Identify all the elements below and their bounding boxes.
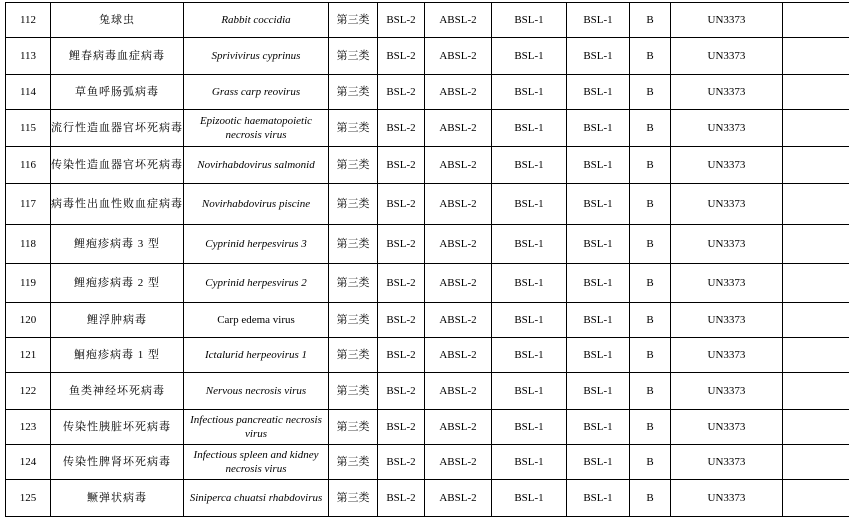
inactivated-material-lab-level-cell: BSL-1 (567, 445, 630, 480)
remark-cell (783, 303, 849, 338)
animal-infection-lab-level-cell: ABSL-2 (425, 373, 492, 410)
chinese-name-cell: 鲤疱疹病毒 3 型 (51, 225, 184, 264)
table-row (6, 225, 849, 264)
hazard-class-cell: 第三类 (329, 38, 378, 75)
row-number-cell: 113 (6, 38, 51, 75)
chinese-name-cell: 传染性造血器官坏死病毒 (51, 147, 184, 184)
culture-lab-level-cell: BSL-2 (378, 110, 425, 147)
hazard-class-cell: 第三类 (329, 110, 378, 147)
row-number-cell: 123 (6, 410, 51, 445)
row-number-cell: 120 (6, 303, 51, 338)
table-row (6, 147, 849, 184)
chinese-name-cell: 兔球虫 (51, 3, 184, 38)
table-row (6, 38, 849, 75)
hazard-class-cell: 第三类 (329, 410, 378, 445)
transport-packaging-class-cell: B (630, 110, 671, 147)
latin-name-cell: Infectious spleen and kidney necrosis virus (184, 445, 329, 480)
animal-infection-lab-level-cell: ABSL-2 (425, 3, 492, 38)
animal-infection-lab-level-cell: ABSL-2 (425, 410, 492, 445)
hazard-class-cell: 第三类 (329, 147, 378, 184)
animal-infection-lab-level-cell: ABSL-2 (425, 445, 492, 480)
inactivated-material-lab-level-cell: BSL-1 (567, 225, 630, 264)
table-row (6, 75, 849, 110)
chinese-name-cell: 鲤疱疹病毒 2 型 (51, 264, 184, 303)
culture-lab-level-cell: BSL-2 (378, 75, 425, 110)
uncultured-material-lab-level-cell: BSL-1 (492, 225, 567, 264)
row-number-cell: 122 (6, 373, 51, 410)
row-number-cell: 116 (6, 147, 51, 184)
latin-name-cell: Siniperca chuatsi rhabdovirus (184, 480, 329, 517)
animal-infection-lab-level-cell: ABSL-2 (425, 75, 492, 110)
un-number-cell: UN3373 (671, 110, 783, 147)
latin-name-cell: Grass carp reovirus (184, 75, 329, 110)
table-row (6, 110, 849, 147)
chinese-name-cell: 传染性脾肾坏死病毒 (51, 445, 184, 480)
culture-lab-level-cell: BSL-2 (378, 480, 425, 517)
uncultured-material-lab-level-cell: BSL-1 (492, 147, 567, 184)
un-number-cell: UN3373 (671, 3, 783, 38)
un-number-cell: UN3373 (671, 75, 783, 110)
uncultured-material-lab-level-cell: BSL-1 (492, 38, 567, 75)
hazard-class-cell: 第三类 (329, 373, 378, 410)
inactivated-material-lab-level-cell: BSL-1 (567, 373, 630, 410)
inactivated-material-lab-level-cell: BSL-1 (567, 3, 630, 38)
animal-infection-lab-level-cell: ABSL-2 (425, 264, 492, 303)
table-row (6, 445, 849, 480)
remark-cell (783, 184, 849, 225)
inactivated-material-lab-level-cell: BSL-1 (567, 184, 630, 225)
table-row (6, 410, 849, 445)
hazard-class-cell: 第三类 (329, 303, 378, 338)
culture-lab-level-cell: BSL-2 (378, 373, 425, 410)
hazard-class-cell: 第三类 (329, 225, 378, 264)
transport-packaging-class-cell: B (630, 480, 671, 517)
latin-name-cell: Rabbit coccidia (184, 3, 329, 38)
row-number-cell: 112 (6, 3, 51, 38)
remark-cell (783, 445, 849, 480)
inactivated-material-lab-level-cell: BSL-1 (567, 75, 630, 110)
latin-name-cell: Cyprinid herpesvirus 3 (184, 225, 329, 264)
latin-name-cell: Ictalurid herpeovirus 1 (184, 338, 329, 373)
transport-packaging-class-cell: B (630, 75, 671, 110)
uncultured-material-lab-level-cell: BSL-1 (492, 445, 567, 480)
chinese-name-cell: 病毒性出血性败血症病毒 (51, 184, 184, 225)
latin-name-cell: Epizootic haematopoietic necrosis virus (184, 110, 329, 147)
row-number-cell: 125 (6, 480, 51, 517)
row-number-cell: 121 (6, 338, 51, 373)
transport-packaging-class-cell: B (630, 338, 671, 373)
row-number-cell: 114 (6, 75, 51, 110)
chinese-name-cell: 鳜弹状病毒 (51, 480, 184, 517)
un-number-cell: UN3373 (671, 445, 783, 480)
table-row (6, 480, 849, 517)
table-row (6, 338, 849, 373)
table-row (6, 184, 849, 225)
chinese-name-cell: 鮰疱疹病毒 1 型 (51, 338, 184, 373)
culture-lab-level-cell: BSL-2 (378, 147, 425, 184)
remark-cell (783, 225, 849, 264)
remark-cell (783, 410, 849, 445)
remark-cell (783, 75, 849, 110)
culture-lab-level-cell: BSL-2 (378, 303, 425, 338)
pathogen-table (5, 2, 849, 517)
inactivated-material-lab-level-cell: BSL-1 (567, 338, 630, 373)
latin-name-cell: Nervous necrosis virus (184, 373, 329, 410)
animal-infection-lab-level-cell: ABSL-2 (425, 110, 492, 147)
uncultured-material-lab-level-cell: BSL-1 (492, 338, 567, 373)
un-number-cell: UN3373 (671, 373, 783, 410)
table-row (6, 264, 849, 303)
table-row (6, 3, 849, 38)
transport-packaging-class-cell: B (630, 147, 671, 184)
animal-infection-lab-level-cell: ABSL-2 (425, 338, 492, 373)
hazard-class-cell: 第三类 (329, 480, 378, 517)
uncultured-material-lab-level-cell: BSL-1 (492, 480, 567, 517)
transport-packaging-class-cell: B (630, 3, 671, 38)
latin-name-cell: Novirhabdovirus piscine (184, 184, 329, 225)
animal-infection-lab-level-cell: ABSL-2 (425, 38, 492, 75)
animal-infection-lab-level-cell: ABSL-2 (425, 225, 492, 264)
row-number-cell: 124 (6, 445, 51, 480)
transport-packaging-class-cell: B (630, 445, 671, 480)
culture-lab-level-cell: BSL-2 (378, 410, 425, 445)
uncultured-material-lab-level-cell: BSL-1 (492, 184, 567, 225)
latin-name-cell: Cyprinid herpesvirus 2 (184, 264, 329, 303)
un-number-cell: UN3373 (671, 480, 783, 517)
hazard-class-cell: 第三类 (329, 338, 378, 373)
remark-cell (783, 3, 849, 38)
uncultured-material-lab-level-cell: BSL-1 (492, 264, 567, 303)
chinese-name-cell: 鲤浮肿病毒 (51, 303, 184, 338)
culture-lab-level-cell: BSL-2 (378, 225, 425, 264)
latin-name-cell: Sprivivirus cyprinus (184, 38, 329, 75)
culture-lab-level-cell: BSL-2 (378, 445, 425, 480)
remark-cell (783, 480, 849, 517)
transport-packaging-class-cell: B (630, 38, 671, 75)
latin-name-cell: Novirhabdovirus salmonid (184, 147, 329, 184)
uncultured-material-lab-level-cell: BSL-1 (492, 373, 567, 410)
hazard-class-cell: 第三类 (329, 3, 378, 38)
inactivated-material-lab-level-cell: BSL-1 (567, 38, 630, 75)
culture-lab-level-cell: BSL-2 (378, 264, 425, 303)
row-number-cell: 119 (6, 264, 51, 303)
uncultured-material-lab-level-cell: BSL-1 (492, 75, 567, 110)
transport-packaging-class-cell: B (630, 264, 671, 303)
animal-infection-lab-level-cell: ABSL-2 (425, 480, 492, 517)
un-number-cell: UN3373 (671, 410, 783, 445)
hazard-class-cell: 第三类 (329, 264, 378, 303)
row-number-cell: 117 (6, 184, 51, 225)
culture-lab-level-cell: BSL-2 (378, 184, 425, 225)
uncultured-material-lab-level-cell: BSL-1 (492, 110, 567, 147)
chinese-name-cell: 流行性造血器官坏死病毒 (51, 110, 184, 147)
remark-cell (783, 373, 849, 410)
table-row (6, 373, 849, 410)
un-number-cell: UN3373 (671, 338, 783, 373)
inactivated-material-lab-level-cell: BSL-1 (567, 303, 630, 338)
un-number-cell: UN3373 (671, 147, 783, 184)
latin-name-cell: Carp edema virus (184, 303, 329, 338)
un-number-cell: UN3373 (671, 38, 783, 75)
uncultured-material-lab-level-cell: BSL-1 (492, 3, 567, 38)
transport-packaging-class-cell: B (630, 410, 671, 445)
transport-packaging-class-cell: B (630, 184, 671, 225)
animal-infection-lab-level-cell: ABSL-2 (425, 303, 492, 338)
remark-cell (783, 110, 849, 147)
inactivated-material-lab-level-cell: BSL-1 (567, 480, 630, 517)
uncultured-material-lab-level-cell: BSL-1 (492, 410, 567, 445)
remark-cell (783, 264, 849, 303)
un-number-cell: UN3373 (671, 303, 783, 338)
inactivated-material-lab-level-cell: BSL-1 (567, 147, 630, 184)
hazard-class-cell: 第三类 (329, 75, 378, 110)
un-number-cell: UN3373 (671, 225, 783, 264)
animal-infection-lab-level-cell: ABSL-2 (425, 184, 492, 225)
hazard-class-cell: 第三类 (329, 445, 378, 480)
inactivated-material-lab-level-cell: BSL-1 (567, 410, 630, 445)
transport-packaging-class-cell: B (630, 303, 671, 338)
row-number-cell: 115 (6, 110, 51, 147)
table-body (6, 3, 849, 517)
table-row (6, 303, 849, 338)
transport-packaging-class-cell: B (630, 373, 671, 410)
inactivated-material-lab-level-cell: BSL-1 (567, 110, 630, 147)
chinese-name-cell: 鱼类神经坏死病毒 (51, 373, 184, 410)
remark-cell (783, 338, 849, 373)
chinese-name-cell: 鲤春病毒血症病毒 (51, 38, 184, 75)
chinese-name-cell: 草鱼呼肠弧病毒 (51, 75, 184, 110)
uncultured-material-lab-level-cell: BSL-1 (492, 303, 567, 338)
latin-name-cell: Infectious pancreatic necrosis virus (184, 410, 329, 445)
culture-lab-level-cell: BSL-2 (378, 38, 425, 75)
culture-lab-level-cell: BSL-2 (378, 3, 425, 38)
un-number-cell: UN3373 (671, 264, 783, 303)
un-number-cell: UN3373 (671, 184, 783, 225)
remark-cell (783, 147, 849, 184)
animal-infection-lab-level-cell: ABSL-2 (425, 147, 492, 184)
transport-packaging-class-cell: B (630, 225, 671, 264)
culture-lab-level-cell: BSL-2 (378, 338, 425, 373)
chinese-name-cell: 传染性胰脏坏死病毒 (51, 410, 184, 445)
inactivated-material-lab-level-cell: BSL-1 (567, 264, 630, 303)
row-number-cell: 118 (6, 225, 51, 264)
hazard-class-cell: 第三类 (329, 184, 378, 225)
remark-cell (783, 38, 849, 75)
